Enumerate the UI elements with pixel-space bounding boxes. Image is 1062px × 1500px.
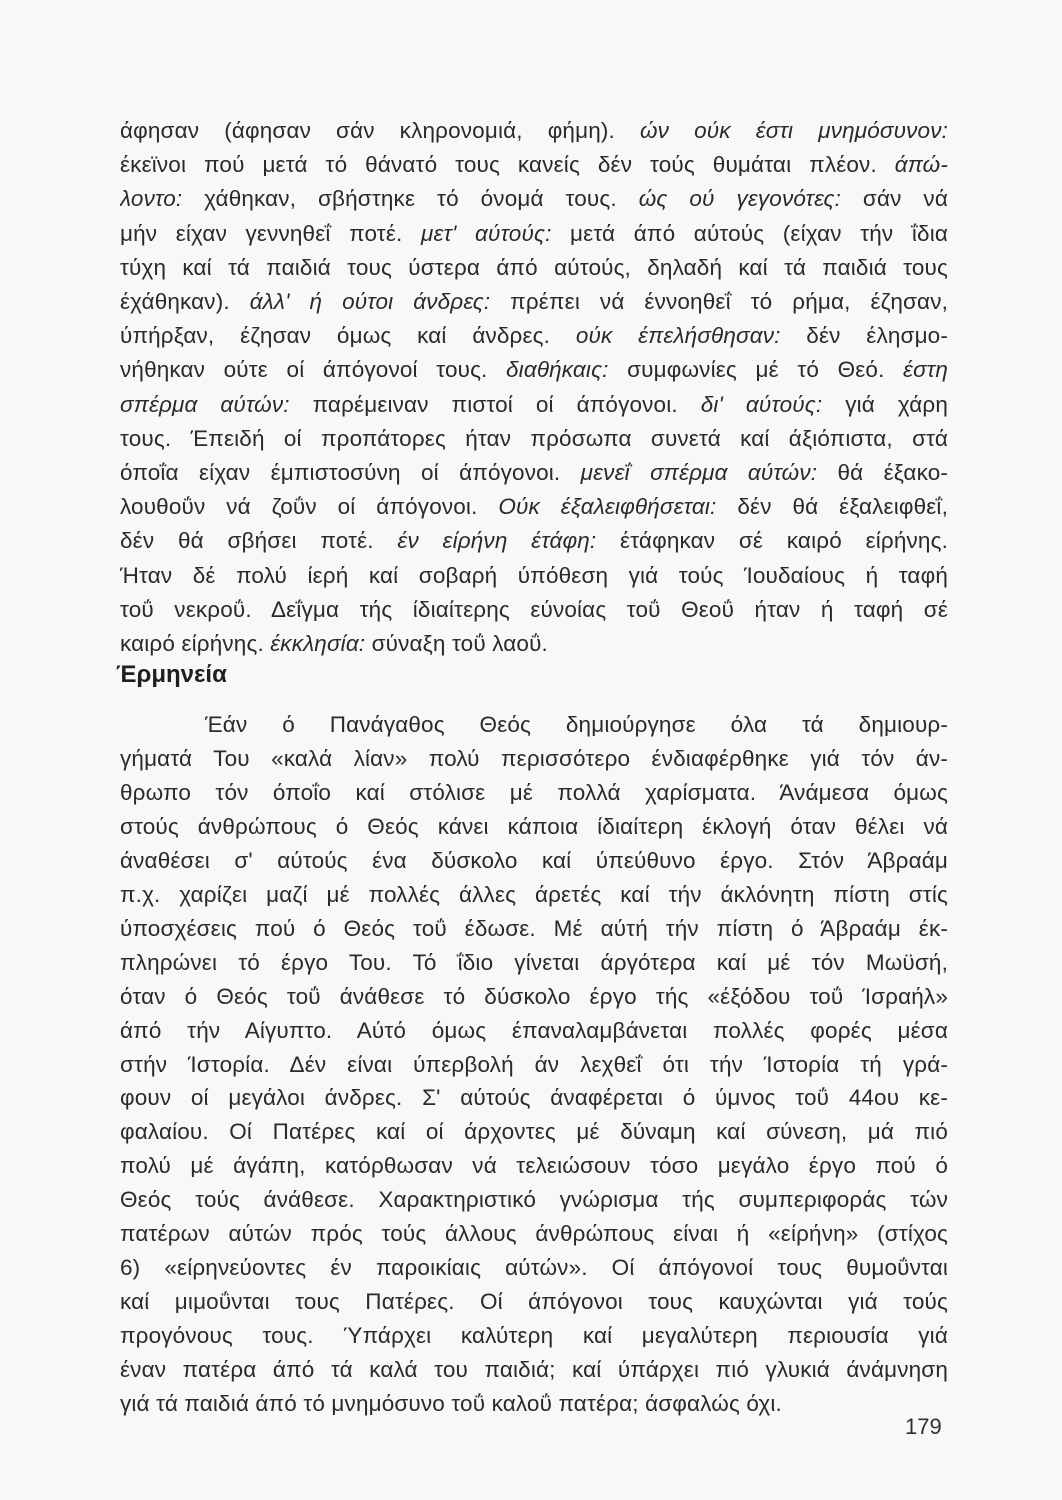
text-line bbox=[120, 625, 948, 663]
text-segment: δέν θά σβήσει ποτέ. bbox=[120, 528, 398, 554]
text-line bbox=[120, 420, 948, 458]
text-segment: δέν θά έξαλειφθεΐ, bbox=[716, 494, 948, 520]
text-segment: θά έξακο- bbox=[817, 460, 948, 485]
text-line: 6) «είρηνεύοντες έν παροικίαις αύτών». Οί άπόγονοί τους θυμοΰνται bbox=[120, 1255, 948, 1281]
text-segment: πρέπει νά έννοηθεΐ τό ρήμα, έζησαν, bbox=[490, 289, 948, 314]
term-italic: σπέρμα αύτών: bbox=[120, 391, 290, 417]
text-line: όταν ό Θεός τοΰ άνάθεσε τό δύσκολο έργο τής «έξόδου τοΰ Ίσραήλ» bbox=[120, 983, 948, 1009]
text-segment: λουθοΰν νά ζοΰν οί άπόγονοι. bbox=[120, 494, 499, 520]
term-italic: άπώ- bbox=[894, 152, 948, 178]
text-line: πληρώνει τό έργο Του. Τό ΐδιο γίνεται άργότερα καί μέ τόν Μωϋσή, bbox=[120, 949, 948, 975]
text-line bbox=[120, 386, 948, 424]
text-line: γήματά Του «καλά λίαν» πολύ περισσότερο ένδιαφέρθηκε γιά τόν άν- bbox=[120, 745, 948, 771]
text-line: άπό τήν Αίγυπτο. Αύτό όμως έπαναλαμβάνεται πολλές φορές μέσα bbox=[120, 1017, 948, 1043]
text-segment: συμφωνίες μέ τό Θεό. bbox=[608, 357, 904, 383]
text-line: ύποσχέσεις πού ό Θεός τοΰ έδωσε. Μέ αύτή τήν πίστη ό Άβραάμ έκ- bbox=[120, 915, 948, 941]
text-line: στούς άνθρώπους ό Θεός κάνει κάποια ίδιαίτερη έκλογή όταν θέλει νά bbox=[120, 813, 948, 839]
text-line: καί μιμοΰνται τους Πατέρες. Οί άπόγονοι τους καυχώνται γιά τούς bbox=[120, 1289, 948, 1315]
text-segment: δέν έλησμο- bbox=[780, 323, 948, 349]
text-segment: έτάφηκαν σέ καιρό είρήνης. bbox=[596, 528, 948, 554]
text-line: στήν Ίστορία. Δέν είναι ύπερβολή άν λεχθεΐ ότι τήν Ίστορία τή γρά- bbox=[120, 1051, 948, 1077]
text-segment: Ήταν δέ πολύ ίερή καί σοβαρή ύπόθεση γιά τούς Ίουδαίους ή ταφή bbox=[120, 562, 948, 588]
text-segment: νήθηκαν ούτε οί άπόγονοί τους. bbox=[120, 357, 507, 383]
term-italic: ώς ού γεγονότες: bbox=[638, 186, 842, 212]
text-segment: μήν είχαν γεννηθεΐ ποτέ. bbox=[120, 220, 421, 246]
text-line bbox=[120, 249, 948, 287]
text-line: γιά τά παιδιά άπό τό μνημόσυνο τοΰ καλοΰ πατέρα; άσφαλώς όχι. bbox=[120, 1391, 782, 1416]
term-italic: Ούκ έξαλειφθήσεται: bbox=[498, 494, 717, 520]
text-line bbox=[120, 112, 948, 150]
text-segment: μετά άπό αύτούς (είχαν τήν ΐδια bbox=[551, 220, 948, 246]
term-italic: ών ούκ έστι μνημόσυνον: bbox=[639, 118, 948, 143]
text-line: φουν οί μεγάλοι άνδρες. Σ' αύτούς άναφέρεται ό ύμνος τοΰ 44ου κε- bbox=[120, 1085, 948, 1111]
text-line bbox=[120, 283, 948, 321]
term-italic: διαθήκαις: bbox=[506, 357, 609, 383]
text-segment: γιά χάρη bbox=[822, 391, 948, 417]
text-segment: τους. Έπειδή οί προπάτορες ήταν πρόσωπα συνετά καί άξιόπιστα, στά bbox=[120, 425, 948, 451]
term-italic: έκκλησία: bbox=[270, 631, 366, 656]
text-segment: τοΰ νεκροΰ. Δεΐγμα τής ίδιαίτερης εύνοίας τοΰ Θεοΰ ήταν ή ταφή σέ bbox=[120, 596, 948, 622]
text-line: πολύ μέ άγάπη, κατόρθωσαν νά τελειώσουν τόσο μεγάλο έργο πού ό bbox=[120, 1153, 948, 1179]
text-line bbox=[120, 488, 948, 526]
text-segment: παρέμειναν πιστοί οί άπόγονοι. bbox=[289, 391, 701, 417]
text-line: πατέρων αύτών πρός τούς άλλους άνθρώπους είναι ή «είρήνη» (στίχος bbox=[120, 1221, 948, 1247]
term-italic: άλλ' ή ούτοι άνδρες: bbox=[249, 289, 491, 314]
text-line bbox=[120, 351, 948, 389]
text-line: προγόνους τους. Ύπάρχει καλύτερη καί μεγαλύτερη περιουσία γιά bbox=[120, 1323, 948, 1349]
text-line: φαλαίου. Οί Πατέρες καί οί άρχοντες μέ δύναμη καί σύνεση, μά πιό bbox=[120, 1119, 948, 1145]
text-line bbox=[120, 317, 948, 355]
text-segment: σάν νά bbox=[841, 186, 948, 212]
text-line bbox=[120, 557, 948, 595]
text-segment: χάθηκαν, σβήστηκε τό όνομά τους. bbox=[182, 186, 639, 212]
text-line: π.χ. χαρίζει μαζί μέ πολλές άλλες άρετές καί τήν άκλόνητη πίστη στίς bbox=[120, 881, 948, 907]
text-line: έναν πατέρα άπό τά καλά του παιδιά; καί ύπάρχει πιό γλυκιά άνάμνηση bbox=[120, 1357, 948, 1383]
text-line bbox=[120, 591, 948, 629]
text-line bbox=[120, 180, 948, 218]
text-line: θρωπο τόν όποΐο καί στόλισε μέ πολλά χαρίσματα. Άνάμεσα όμως bbox=[120, 779, 948, 805]
page-number: 179 bbox=[905, 1414, 942, 1439]
text-line bbox=[120, 215, 948, 253]
text-segment: καιρό είρήνης. bbox=[120, 631, 271, 656]
term-italic: έν είρήνη έτάφη: bbox=[397, 528, 597, 554]
section-heading: Έρμηνεία bbox=[116, 661, 227, 688]
text-segment: τύχη καί τά παιδιά τους ύστερα άπό αύτούς, δηλαδή καί τά παιδιά τους bbox=[120, 254, 948, 280]
text-segment: έκεϊνοι πού μετά τό θάνατό τους κανείς δέν τούς θυμάται πλέον. bbox=[120, 152, 895, 178]
text-segment: ύπήρξαν, έζησαν όμως καί άνδρες. bbox=[120, 323, 576, 349]
text-line: Θεός τούς άνάθεσε. Χαρακτηριστικό γνώρισμα τής συμπεριφοράς τών bbox=[120, 1187, 948, 1213]
text-segment: όποΐα είχαν έμπιστοσύνη οί άπόγονοι. bbox=[120, 460, 581, 485]
term-italic: λοντο: bbox=[120, 186, 183, 212]
text-line bbox=[120, 522, 948, 560]
term-italic: μενεΐ σπέρμα αύτών: bbox=[580, 460, 818, 485]
text-line: άναθέσει σ' αύτούς ένα δύσκολο καί ύπεύθυνο έργο. Στόν Άβραάμ bbox=[120, 847, 948, 873]
text-line bbox=[120, 454, 948, 492]
term-italic: έστη bbox=[903, 357, 948, 383]
text-segment: έχάθηκαν). bbox=[120, 289, 250, 314]
text-segment: σύναξη τοΰ λαοΰ. bbox=[365, 631, 548, 656]
text-line: Έάν ό Πανάγαθος Θεός δημιούργησε όλα τά δημιουρ- bbox=[205, 712, 948, 737]
term-italic: δι' αύτούς: bbox=[700, 391, 823, 417]
term-italic: ούκ έπελήσθησαν: bbox=[575, 323, 781, 349]
term-italic: μετ' αύτούς: bbox=[420, 220, 552, 246]
text-line bbox=[120, 146, 948, 184]
text-segment: άφησαν (άφησαν σάν κληρονομιά, φήμη). bbox=[120, 118, 640, 143]
